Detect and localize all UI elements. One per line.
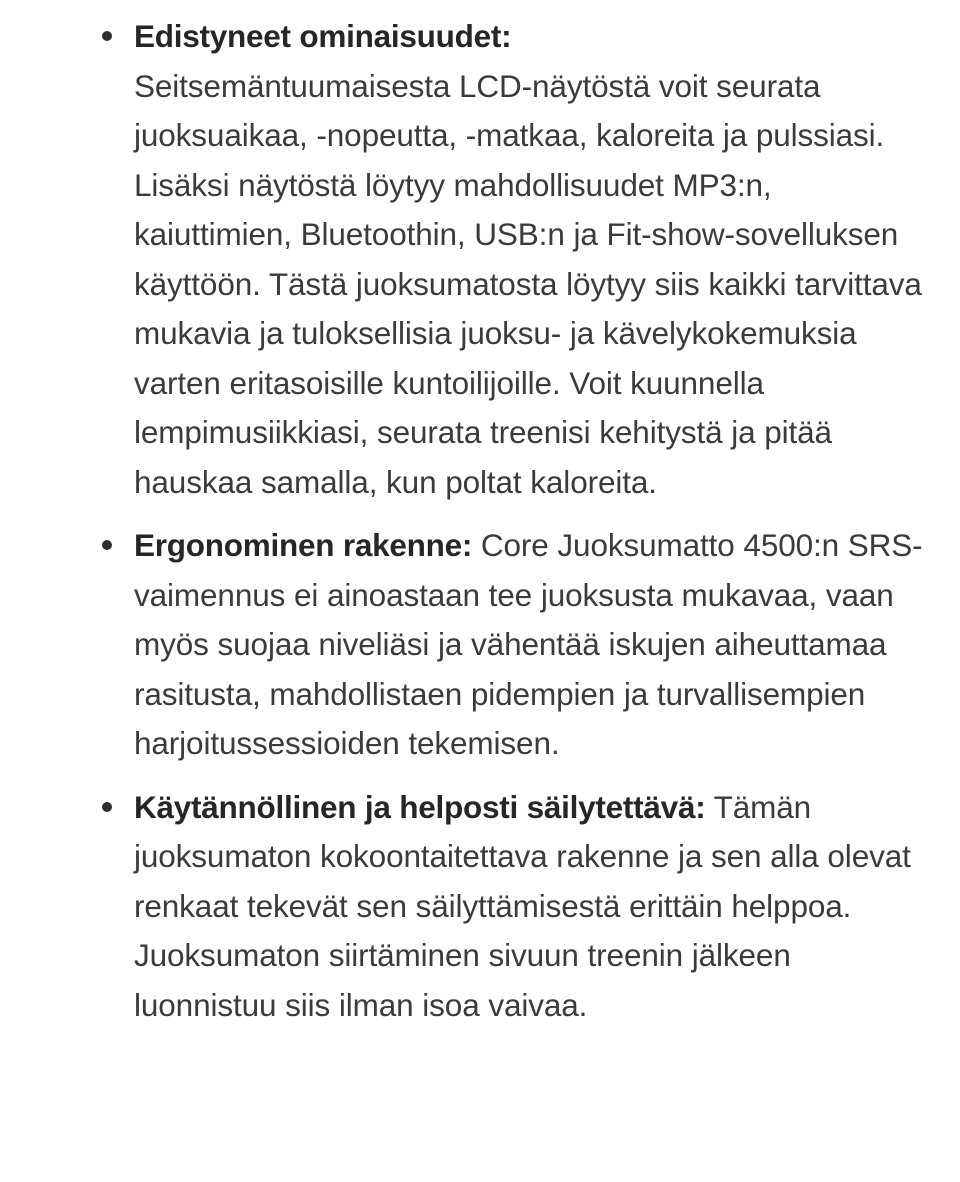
- feature-lead-label: Käytännöllinen ja helposti säilytettävä:: [134, 788, 706, 825]
- feature-paragraph: [134, 783, 934, 1031]
- feature-bullet-list: [0, 12, 960, 1030]
- feature-body-text: Seitsemäntuumaisesta LCD-näytöstä voit seurata juoksuaikaa, -nopeutta, -matkaa, kaloreita ja pulssiasi. Lisäksi näytöstä löytyy mahdollisuudet MP3:n, kaiuttimien, Bluetoothin, USB:n ja Fit-show-sovelluksen käyttöön. Tästä juoksumatosta löytyy siis kaikki tarvittava mukavia ja tuloksellisia juoksu- ja kävelykokemuksia varten eritasoisille kuntoilijoille. Voit kuunnella lempimusiikkiasi, seurata treenisi kehitystä ja pitää hauskaa samalla, kun poltat kaloreita.: [134, 67, 922, 500]
- feature-paragraph: [134, 521, 934, 769]
- feature-paragraph: [134, 12, 934, 507]
- feature-lead-label: Ergonominen rakenne:: [134, 527, 473, 563]
- bullet-point-icon: [102, 540, 112, 550]
- list-item: [0, 12, 960, 507]
- list-item: [0, 783, 960, 1031]
- list-item: [0, 521, 960, 769]
- feature-body-inner: Core Juoksumatto 4500:n SRS-vaimennus ei ainoastaan tee juoksusta mukavaa, vaan myös suojaa niveliäsi ja vähentää iskujen aiheuttamaa rasitusta, mahdollistaen pidempien ja turvallisempien harjoitussessioiden tekemisen.: [134, 527, 923, 761]
- feature-body-inner: Tämän juoksumaton kokoontaitettava rakenne ja sen alla olevat renkaat tekevät sen säilyttämisestä erittäin helppoa. Juoksumaton siirtäminen sivuun treenin jälkeen luonnistuu siis ilman isoa vaivaa.: [134, 788, 911, 1023]
- bullet-point-icon: [102, 31, 112, 41]
- bullet-point-icon: [102, 802, 112, 812]
- feature-lead-label: Edistyneet ominaisuudet:: [134, 18, 512, 54]
